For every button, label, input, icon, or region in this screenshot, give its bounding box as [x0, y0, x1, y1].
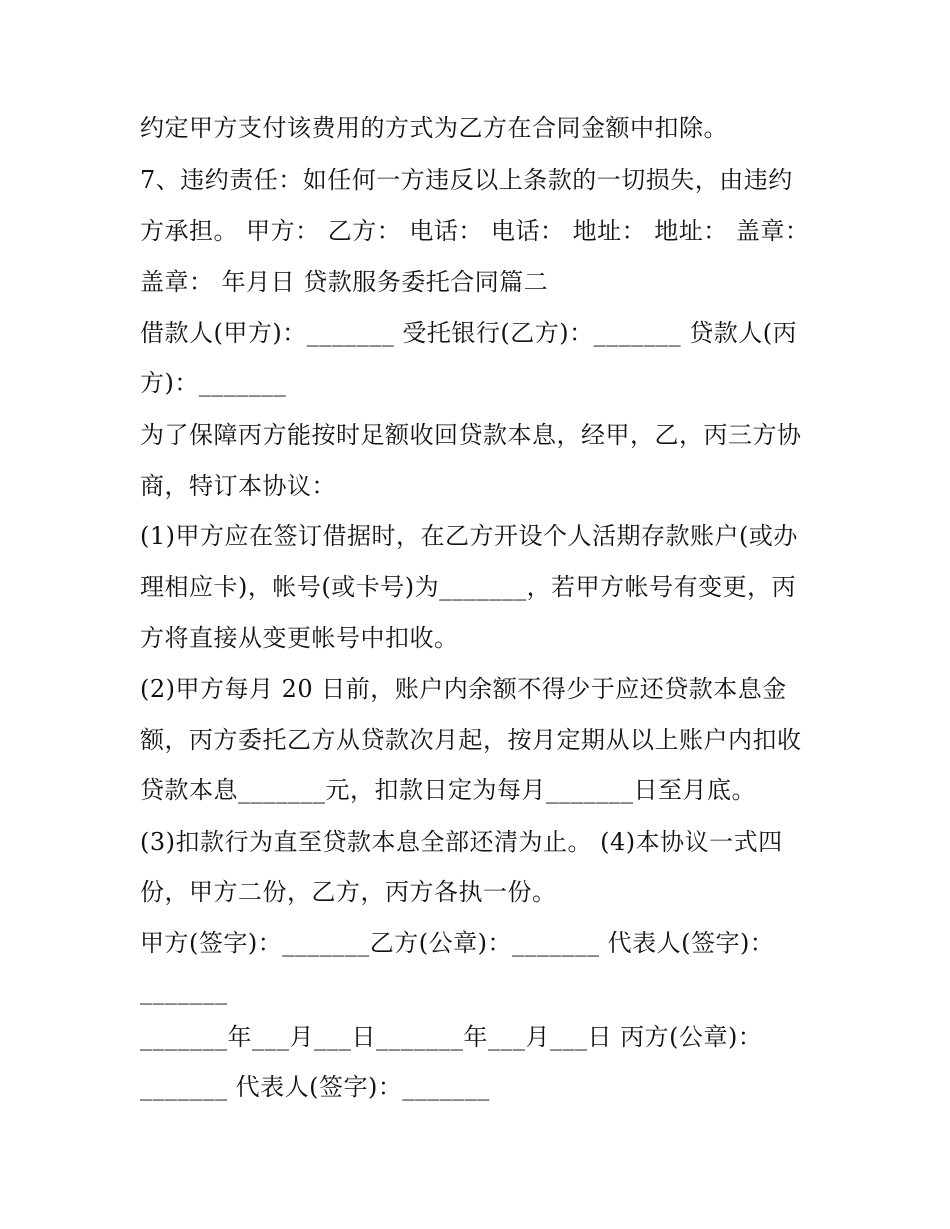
- text-line: _______: [140, 977, 228, 1005]
- text-line: _______年___月___日_______年___月___日 丙方(公章)：: [140, 1023, 763, 1051]
- text-line: 份，甲方二份，乙方，丙方各执一份。: [140, 878, 557, 906]
- text-line: 方)：_______: [140, 369, 287, 397]
- text-line: _______ 代表人(签字)：_______: [140, 1073, 490, 1101]
- text-line: 借款人(甲方)：_______ 受托银行(乙方)：_______ 贷款人(丙: [140, 319, 798, 347]
- text-line: (3)扣款行为直至贷款本息全部还清为止。 (4)本协议一式四: [140, 828, 783, 856]
- text-line: 贷款本息_______元，扣款日定为每月_______日至月底。: [140, 776, 756, 804]
- text-line: 约定甲方支付该费用的方式为乙方在合同金额中扣除。: [140, 114, 728, 142]
- text-line: 甲方(签字)：_______乙方(公章)：_______ 代表人(签字)：: [140, 929, 775, 957]
- text-line: 方将直接从变更帐号中扣收。: [140, 624, 459, 652]
- text-line: 理相应卡)，帐号(或卡号)为_______，若甲方帐号有变更，丙: [140, 573, 797, 601]
- text-line: 商，特订本协议：: [140, 472, 336, 500]
- text-line: 7、违约责任：如任何一方违反以上条款的一切损失，由违约: [140, 166, 793, 194]
- text-line: (2)甲方每月 20 日前，账户内余额不得少于应还贷款本息金: [140, 675, 787, 703]
- text-line: 额，丙方委托乙方从贷款次月起，按月定期从以上账户内扣收: [140, 726, 802, 754]
- text-line: 为了保障丙方能按时足额收回贷款本息，经甲，乙，丙三方协: [140, 421, 802, 449]
- text-line: (1)甲方应在签订借据时，在乙方开设个人活期存款账户(或办: [140, 522, 798, 550]
- text-line: 方承担。 甲方： 乙方： 电话： 电话： 地址： 地址： 盖章：: [140, 217, 810, 245]
- text-line: 盖章： 年月日 贷款服务委托合同篇二: [140, 268, 549, 296]
